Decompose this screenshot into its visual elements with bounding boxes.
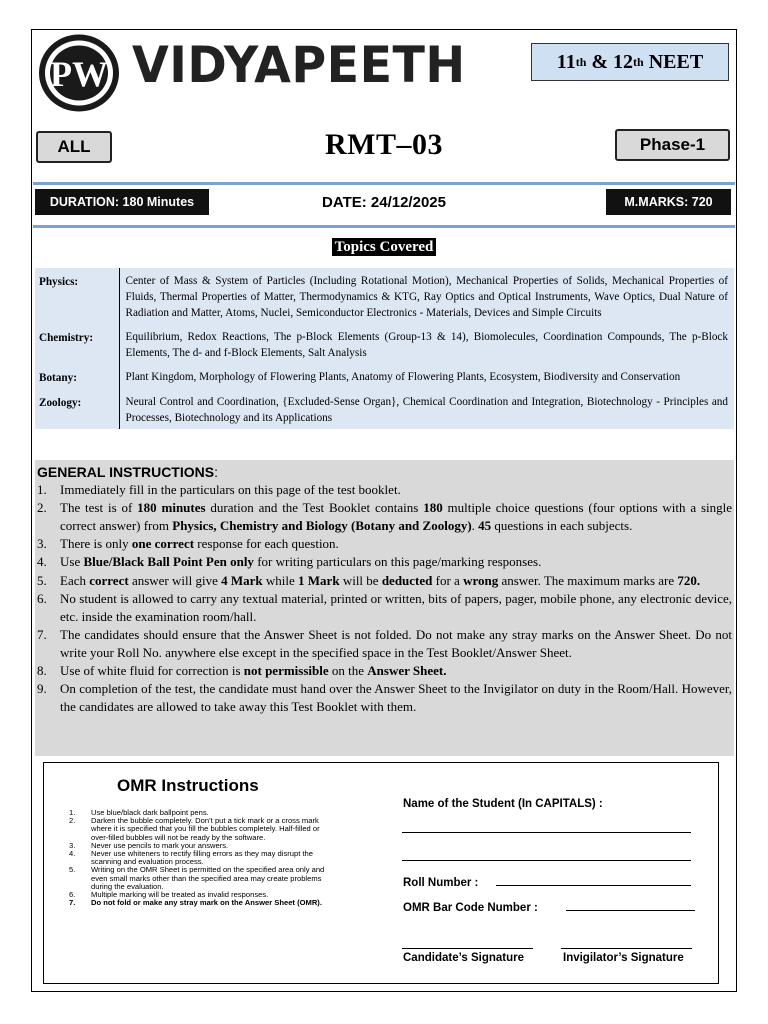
omr-instruction-item: 1. Use blue/black dark ballpoint pens. bbox=[69, 808, 209, 817]
instruction-item: 9. On completion of the test, the candidate must hand over the Answer Sheet to the Invigilator on duty in the Room/Hall. However, the candidates are allowed to take away this Test Booklet with them. bbox=[37, 681, 732, 715]
instruction-number: 3. bbox=[37, 536, 47, 552]
roll-number-label: Roll Number : bbox=[403, 877, 479, 889]
topics-table bbox=[35, 268, 734, 429]
instruction-item: 5. Each correct answer will give 4 Mark while 1 Mark will be deducted for a wrong answer. The maximum marks are 720. bbox=[37, 572, 732, 590]
instruction-number: 2. bbox=[37, 500, 47, 516]
omr-instruction-item: 7. Do not fold or make any stray mark on the Answer Sheet (OMR). bbox=[69, 898, 322, 908]
topic-row bbox=[35, 364, 734, 388]
divider-top bbox=[33, 182, 735, 185]
roll-number-line[interactable] bbox=[496, 885, 691, 886]
instruction-number: 9. bbox=[37, 681, 47, 697]
topic-subject: Zoology: bbox=[35, 389, 119, 429]
instruction-item: 4. Use Blue/Black Ball Point Pen only for writing particulars on this page/marking responses. bbox=[37, 553, 732, 571]
student-name-line-2[interactable] bbox=[402, 860, 691, 861]
instruction-item: 1. Immediately fill in the particulars on this page of the test booklet. bbox=[37, 481, 732, 499]
omr-instruction-item: 4. Never use whiteners to rectify filling errors as they may disrupt the scanning and evaluation process. bbox=[69, 849, 313, 867]
exam-date: DATE: 24/12/2025 bbox=[322, 194, 446, 211]
topic-row bbox=[35, 268, 734, 324]
topic-text: Equilibrium, Redox Reactions, The p-Block Elements (Group-13 & 14), Biomolecules, Coordination Compounds, The p-Block Elements, The d- and f-Block Elements, Salt Analysis bbox=[119, 324, 734, 364]
general-instructions-heading: GENERAL INSTRUCTIONS: bbox=[37, 464, 218, 480]
class-badge: 11 th & 12 th NEET bbox=[531, 43, 729, 81]
duration-badge: DURATION: 180 Minutes bbox=[35, 189, 209, 215]
instruction-number: 8. bbox=[37, 663, 47, 679]
instruction-number: 7. bbox=[37, 626, 47, 642]
omr-instruction-item: 5. Writing on the OMR Sheet is permitted on the specified area only and even small marks other than the specified area may create problems during the evaluation. bbox=[69, 865, 325, 891]
omr-instruction-item: 2. Darken the bubble completely. Don’t put a tick mark or a cross mark where it is specified that you fill the bubbles completely. Half-filled or over-filled bubbles will not be ready by the software. bbox=[69, 816, 320, 842]
instruction-number: 1. bbox=[37, 482, 47, 498]
topic-row bbox=[35, 389, 734, 429]
general-instructions bbox=[35, 460, 734, 756]
test-code: RMT–03 bbox=[325, 128, 443, 161]
omr-instruction-item: 6. Multiple marking will be treated as invalid responses. bbox=[69, 890, 269, 900]
omr-instruction-item: 3. Never use pencils to mark your answers. bbox=[69, 840, 229, 850]
instruction-number: 4. bbox=[37, 554, 47, 570]
divider-bottom bbox=[33, 225, 735, 228]
instruction-number: 5. bbox=[37, 572, 47, 588]
instruction-number: 6. bbox=[37, 590, 47, 606]
topic-text: Neural Control and Coordination, {Excluded-Sense Organ}, Chemical Coordination and Integration, Biotechnology - Principles and Processes, Biotechnology and its Applications bbox=[119, 389, 734, 429]
phase-badge: Phase-1 bbox=[615, 129, 730, 161]
topic-text: Plant Kingdom, Morphology of Flowering Plants, Anatomy of Flowering Plants, Ecosystem, Biodiversity and Conservation bbox=[119, 364, 734, 388]
topic-row bbox=[35, 324, 734, 364]
instruction-item: 2. The test is of 180 minutes duration and the Test Booklet contains 180 multiple choice questions (four options with a single correct answer) from Physics, Chemistry and Biology (Botany and Zoology). 45 questions in each subjects. bbox=[37, 500, 733, 534]
candidate-signature-label: Candidate’s Signature bbox=[403, 952, 524, 964]
invigilator-signature-line[interactable] bbox=[561, 948, 692, 949]
omr-instructions-list bbox=[69, 809, 339, 907]
info-bar bbox=[33, 187, 735, 222]
pw-logo bbox=[37, 33, 121, 113]
barcode-label: OMR Bar Code Number : bbox=[403, 902, 538, 914]
topic-subject: Botany: bbox=[35, 364, 119, 388]
brand-name: VIDYAPEETH bbox=[132, 36, 466, 94]
instruction-item: 6. No student is allowed to carry any textual material, printed or written, bits of papers, pager, mobile phone, any electronic device, etc. inside the examination room/hall. bbox=[37, 590, 732, 624]
barcode-line[interactable] bbox=[566, 910, 695, 911]
instruction-item: 8. Use of white fluid for correction is not permissible on the Answer Sheet. bbox=[37, 662, 732, 680]
invigilator-signature-label: Invigilator’s Signature bbox=[563, 952, 684, 964]
student-name-label: Name of the Student (In CAPITALS) : bbox=[403, 798, 603, 810]
omr-section bbox=[43, 762, 719, 984]
omr-title: OMR Instructions bbox=[117, 776, 259, 795]
topic-subject: Physics: bbox=[35, 268, 119, 324]
instruction-item: 7. The candidates should ensure that the Answer Sheet is not folded. Do not make any stray marks on the Answer Sheet. Do not write your Roll No. anywhere else except in the specified space in the Test Booklet/Answer Sheet. bbox=[37, 626, 732, 660]
max-marks-badge: M.MARKS: 720 bbox=[606, 189, 731, 215]
candidate-signature-line[interactable] bbox=[402, 948, 533, 949]
topic-subject: Chemistry: bbox=[35, 324, 119, 364]
general-instructions-list bbox=[37, 481, 732, 716]
svg-text:PW: PW bbox=[50, 54, 108, 94]
student-name-line-1[interactable] bbox=[402, 832, 691, 833]
batch-badge: ALL bbox=[36, 131, 112, 163]
instruction-item: 3. There is only one correct response for each question. bbox=[37, 535, 732, 553]
topic-text: Center of Mass & System of Particles (Including Rotational Motion), Mechanical Properties of Solids, Mechanical Properties of Fluids, Thermal Properties of Matter, Thermodynamics & KTG, Ray Optics and Optical Instruments, Wave Optics, Dual Nature of Radiation and Matter, Atoms, Nuclei, Semiconductor Electronics - Materials, Devices and Simple Circuits bbox=[119, 268, 734, 324]
topics-heading: Topics Covered bbox=[0, 238, 768, 256]
